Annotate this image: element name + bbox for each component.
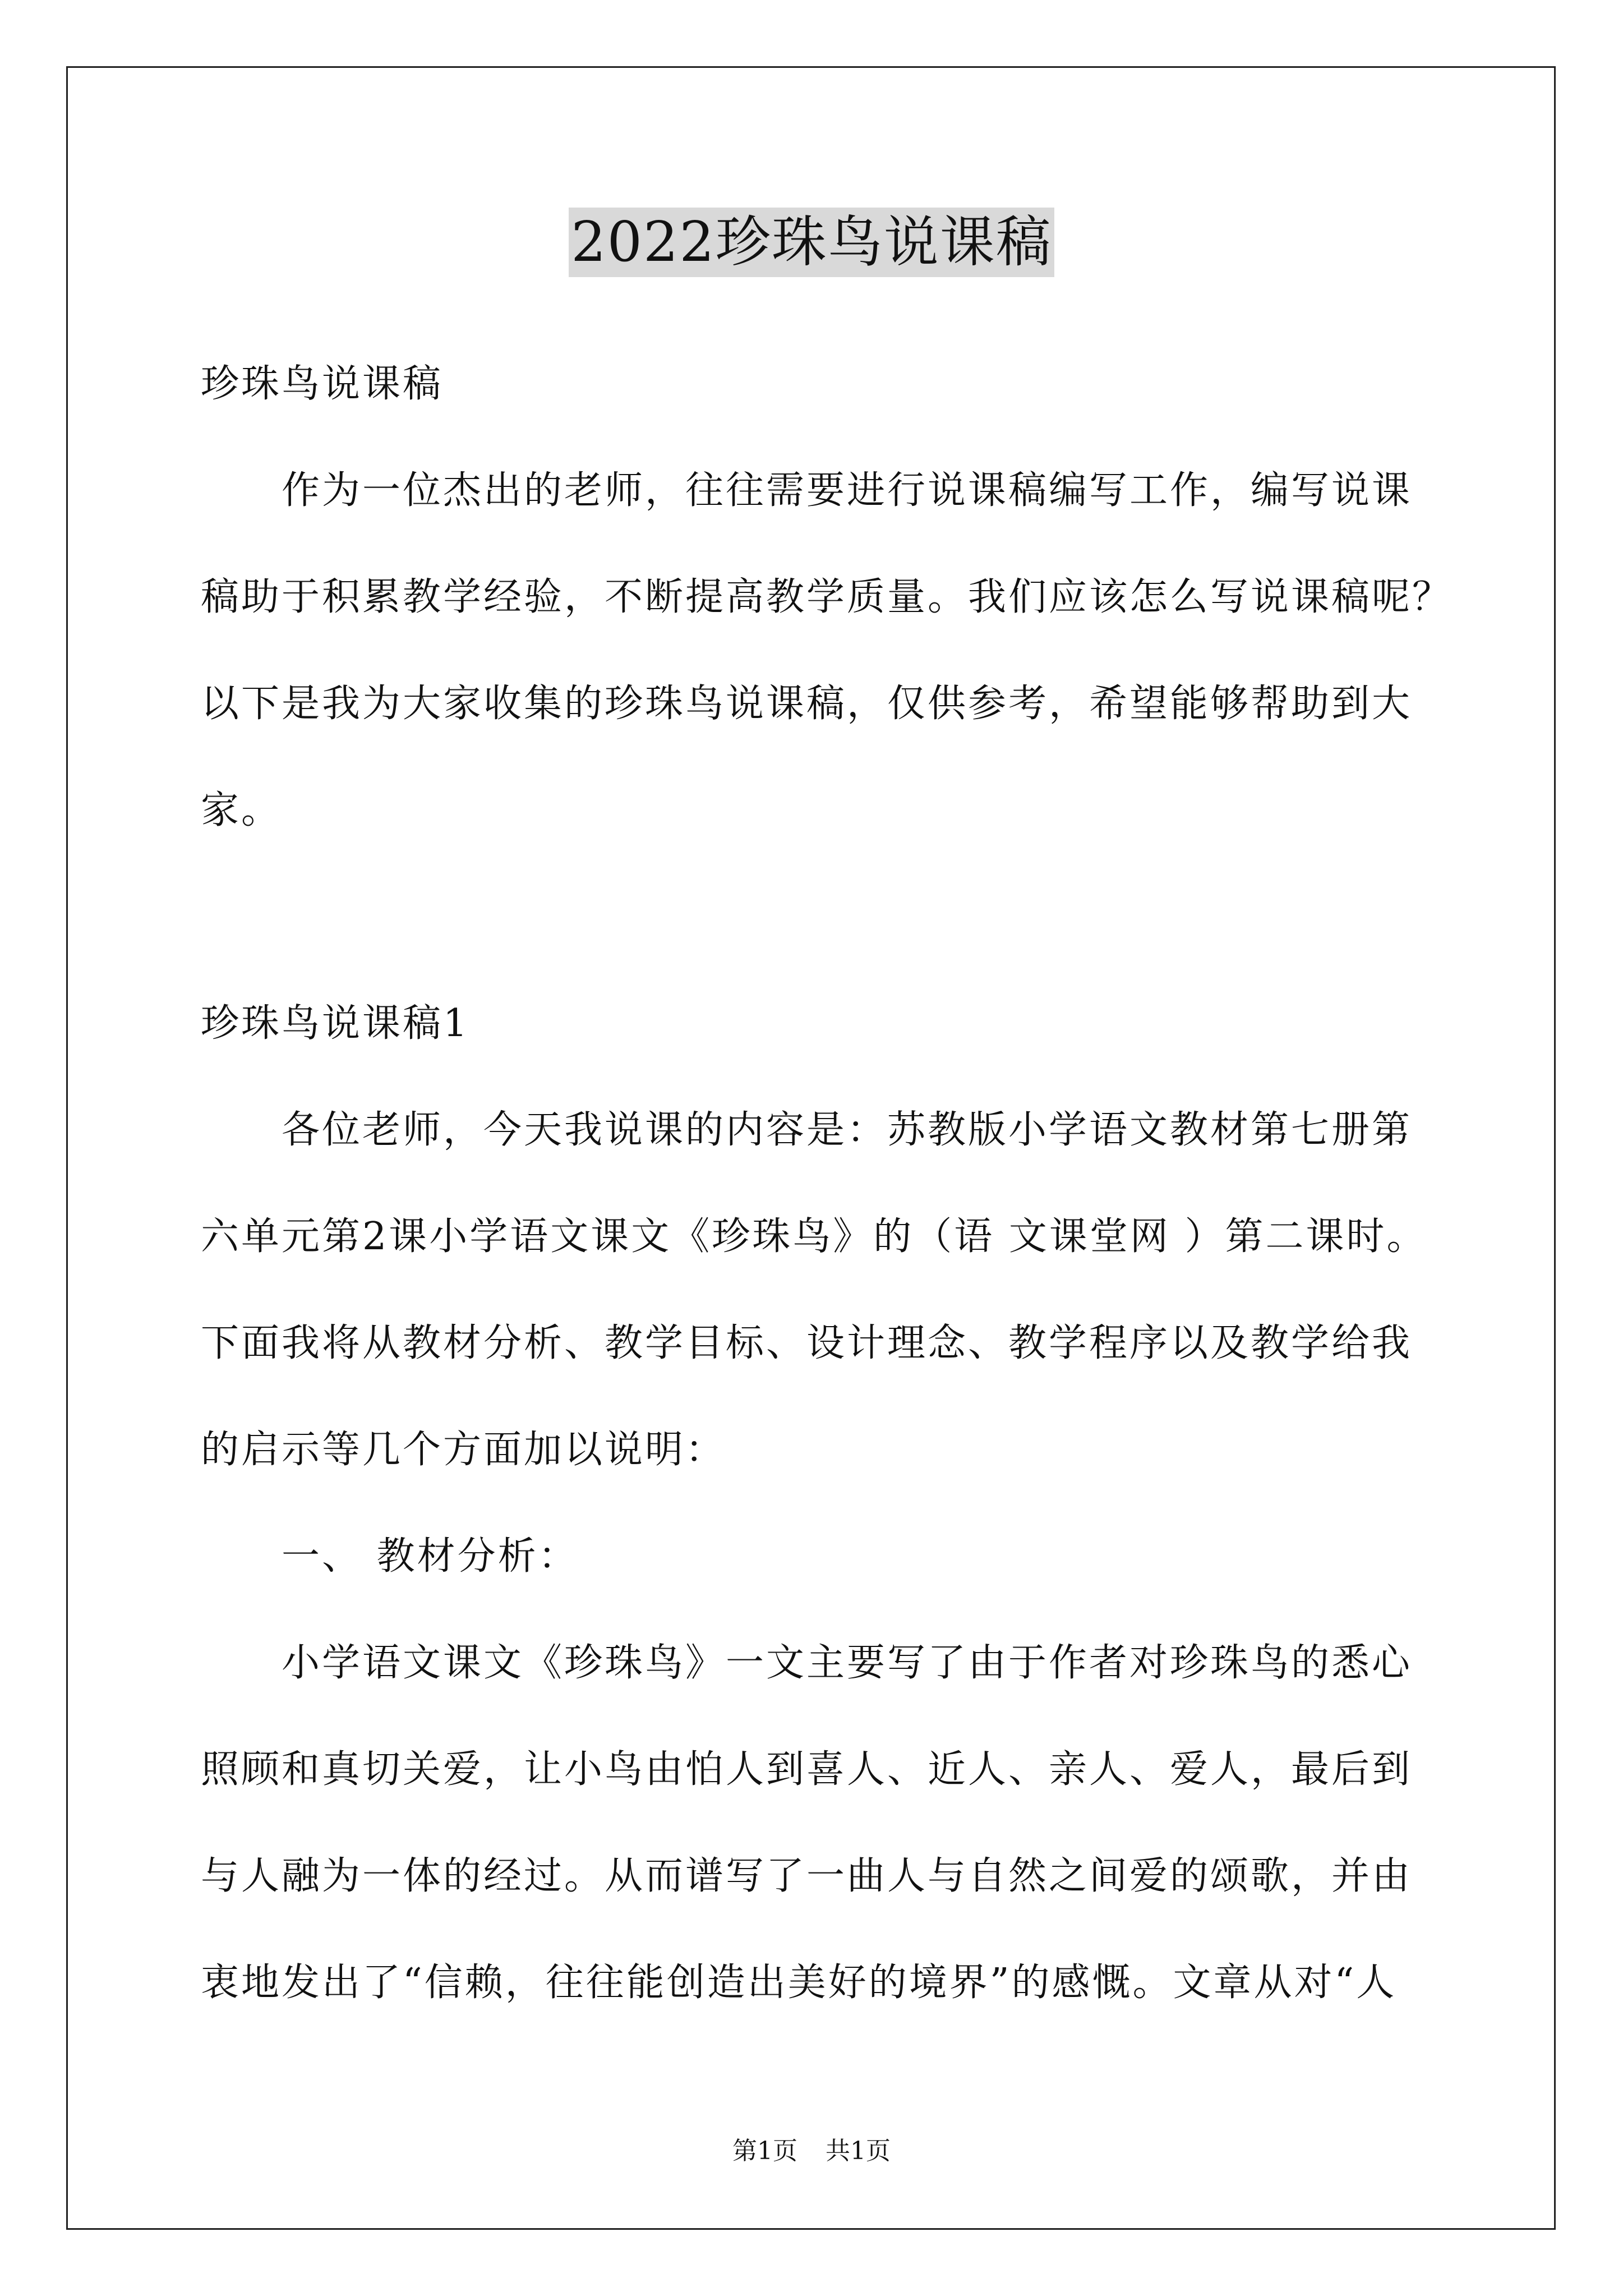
section-heading: 珍珠鸟说课稿 [201, 362, 444, 406]
paragraph-line: 以下是我为大家收集的珍珠鸟说课稿，仅供参考，希望能够帮助到大 [201, 682, 1413, 726]
page-number: 第1页 [732, 2137, 797, 2165]
paragraph-spacer [201, 864, 1440, 970]
subsection-heading: 一、 教材分析： [282, 1534, 579, 1579]
paragraph-line: 衷地发出了“信赖，往往能创造出美好的境界”的感慨。文章从对“人 [201, 1961, 1397, 2005]
title-area [0, 208, 1623, 277]
total-pages: 共1页 [826, 2137, 891, 2165]
paragraph-line: 稿助于积累教学经验，不断提高教学质量。我们应该怎么写说课稿呢？ [201, 575, 1453, 619]
page-footer [0, 2134, 1623, 2168]
paragraph-line: 下面我将从教材分析、教学目标、设计理念、教学程序以及教学给我 [201, 1321, 1413, 1365]
section-heading: 珍珠鸟说课稿1 [201, 1001, 470, 1046]
paragraph-line: 的启示等几个方面加以说明： [201, 1428, 726, 1472]
document-body [201, 331, 1453, 2036]
document-title: 2022珍珠鸟说课稿 [569, 208, 1054, 277]
paragraph-line: 家。 [201, 788, 282, 832]
paragraph-line: 小学语文课文《珍珠鸟》一文主要写了由于作者对珍珠鸟的悉心 [282, 1641, 1413, 1685]
paragraph-line: 与人融为一体的经过。从而谱写了一曲人与自然之间爱的颂歌，并由 [201, 1854, 1413, 1898]
paragraph-line: 作为一位杰出的老师，往往需要进行说课稿编写工作，编写说课 [282, 468, 1413, 513]
paragraph-line: 各位老师，今天我说课的内容是：苏教版小学语文教材第七册第 [282, 1108, 1413, 1152]
paragraph-line: 照顾和真切关爱，让小鸟由怕人到喜人、近人、亲人、爱人，最后到 [201, 1747, 1413, 1792]
paragraph-line: 六单元第2课小学语文课文《珍珠鸟》的（语 文课堂网 ）第二课时。 [201, 1214, 1427, 1259]
